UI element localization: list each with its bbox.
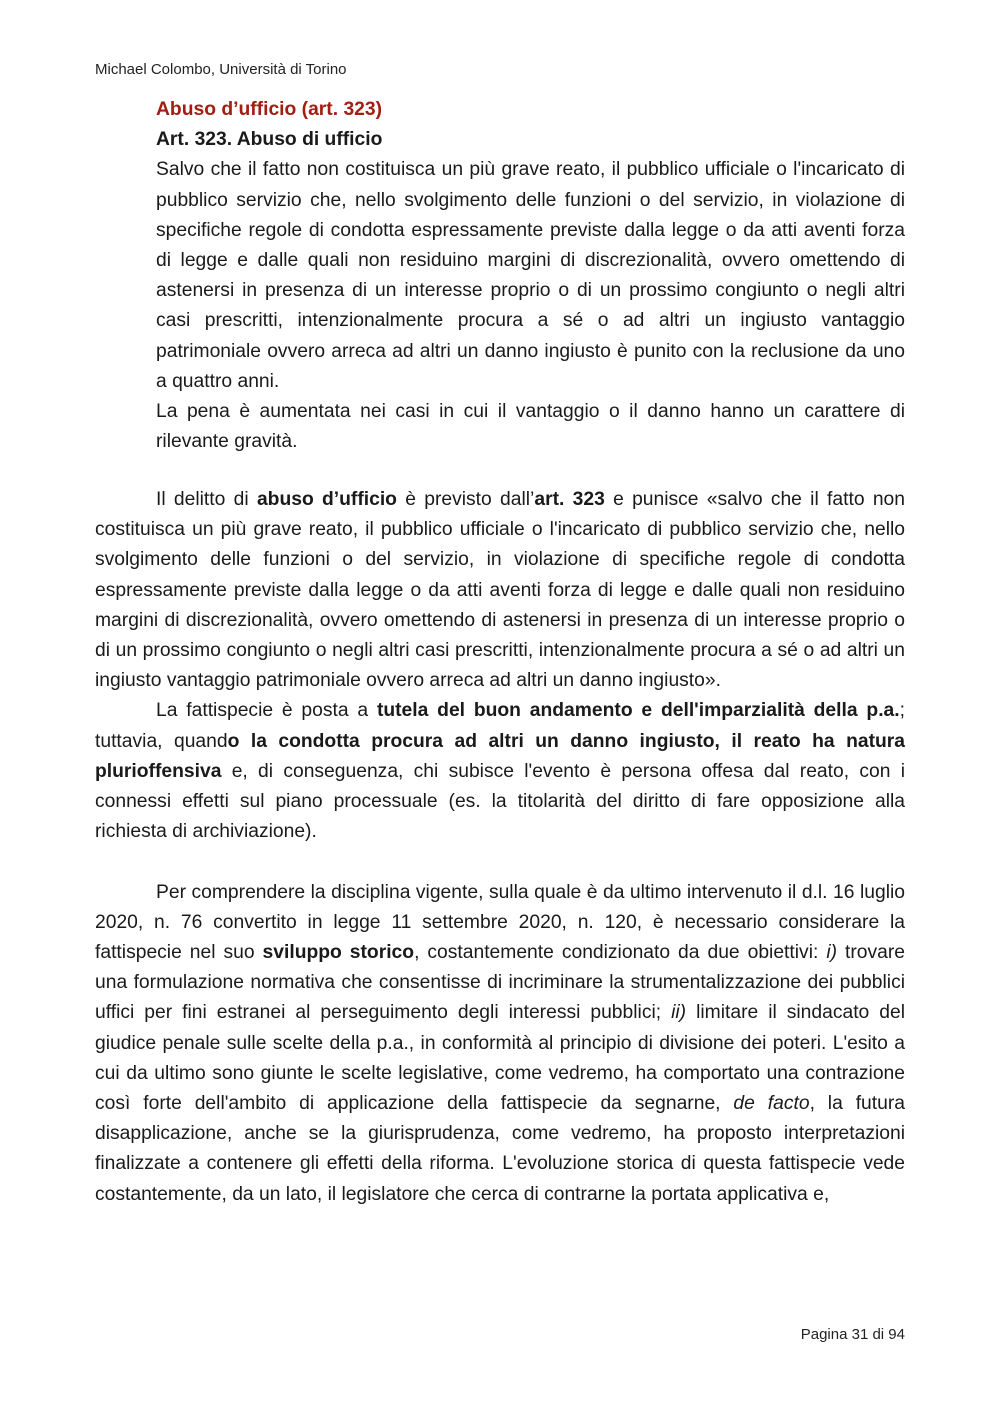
paragraph [95, 696, 905, 847]
text-run: La fattispecie è posta a [156, 700, 377, 722]
bold-run: abuso d’ufficio [256, 489, 397, 510]
text-run: è previsto dall’ [396, 489, 535, 510]
paragraph [95, 878, 905, 1210]
text-run: Il delitto di [156, 489, 257, 510]
text-run: ; tuttavia, quand [95, 700, 905, 752]
text-run: e punisce «salvo che il fatto non costituisca un più grave reato, il pubblico ufficiale o l'incaricato di pubblico servizio che, nello svolgimento delle funzioni o del servizio, in violazione di specifiche regole di condotta espressamente previste dalla legge o da atti aventi forza di legge e dalle quali non residuino margini di discrezionalità, ovvero omettendo di astenersi in presenza di un interesse proprio o di un prossimo congiunto o negli altri casi prescritti, intenzionalmente procura a sé o ad altri un ingiusto vantaggio patrimoniale ovvero arreca ad altri un danno ingiusto». [95, 489, 905, 692]
italic-run: i) [826, 942, 838, 964]
page-number: Pagina 31 di 94 [800, 1326, 905, 1343]
body-text [95, 485, 905, 1210]
paragraph [95, 485, 905, 696]
italic-run: ii) [671, 1002, 687, 1024]
article-text-2: La pena è aumentata nei casi in cui il vantaggio o il danno hanno un carattere di rilevante gravità. [156, 401, 905, 453]
text-run: , la futura disapplicazione, anche se la giurisprudenza, come vedremo, ha proposto interpretazioni finalizzate a contenere gli effetti della riforma. L'evoluzione storica di questa fattispecie vede costantemente, da un lato, il legislatore che cerca di contrarne la portata applicativa e, [95, 1093, 905, 1205]
article-heading: Art. 323. Abuso di ufficio [156, 129, 383, 151]
article-quote [156, 95, 905, 457]
text-run: Per comprendere la disciplina vigente, sulla quale è da ultimo intervenuto il d.l. 16 luglio 2020, n. 76 convertito in legge 11 settembre 2020, n. 120, è necessario considerare la fattispecie nel suo [95, 881, 905, 964]
section-title: Abuso d’ufficio (art. 323) [156, 99, 383, 120]
bold-run: art. 323 [534, 489, 605, 510]
article-text: Salvo che il fatto non costituisca un più grave reato, il pubblico ufficiale o l'incaricato di pubblico servizio che, nello svolgimento delle funzioni o del servizio, in violazione di specifiche regole di condotta espressamente previste dalla legge o da atti aventi forza di legge e dalle quali non residuino margini di discrezionalità, ovvero omettendo di astenersi in presenza di un interesse proprio o di un prossimo congiunto o negli altri casi prescritti, intenzionalmente procura a sé o ad altri un ingiusto vantaggio patrimoniale ovvero arreca ad altri un danno ingiusto è punito con la reclusione da uno a quattro anni. [156, 159, 905, 392]
bold-run: tutela del buon andamento e dell'imparzialità della p.a. [376, 700, 900, 722]
text-run: limitare il sindacato del giudice penale sulle scelte della p.a., in conformità al principio di divisione dei poteri. L'esito a cui da ultimo sono giunte le scelte legislative, come vedremo, ha comportato una contrazione così forte dell'ambito di applicazione della fattispecie da segnarne, [95, 1002, 905, 1115]
bold-run: sviluppo storico [262, 942, 415, 964]
bold-run: o la condotta procura ad altri un danno ingiusto, il reato ha natura plurioffensiva [95, 730, 906, 782]
page-header: Michael Colombo, Università di Torino [95, 61, 347, 78]
text-run: e, di conseguenza, chi subisce l'evento è persona offesa dal reato, con i connessi effetti sul piano processuale (es. la titolarità del diritto di fare opposizione alla richiesta di archiviazione). [95, 760, 905, 843]
italic-run: de facto [733, 1093, 810, 1115]
text-run: trovare una formulazione normativa che consentisse di incriminare la strumentalizzazione dei pubblici uffici per fini estranei al perseguimento degli interessi pubblici; [95, 942, 906, 1024]
text-run: , costantemente condizionato da due obiettivi: [414, 942, 827, 964]
